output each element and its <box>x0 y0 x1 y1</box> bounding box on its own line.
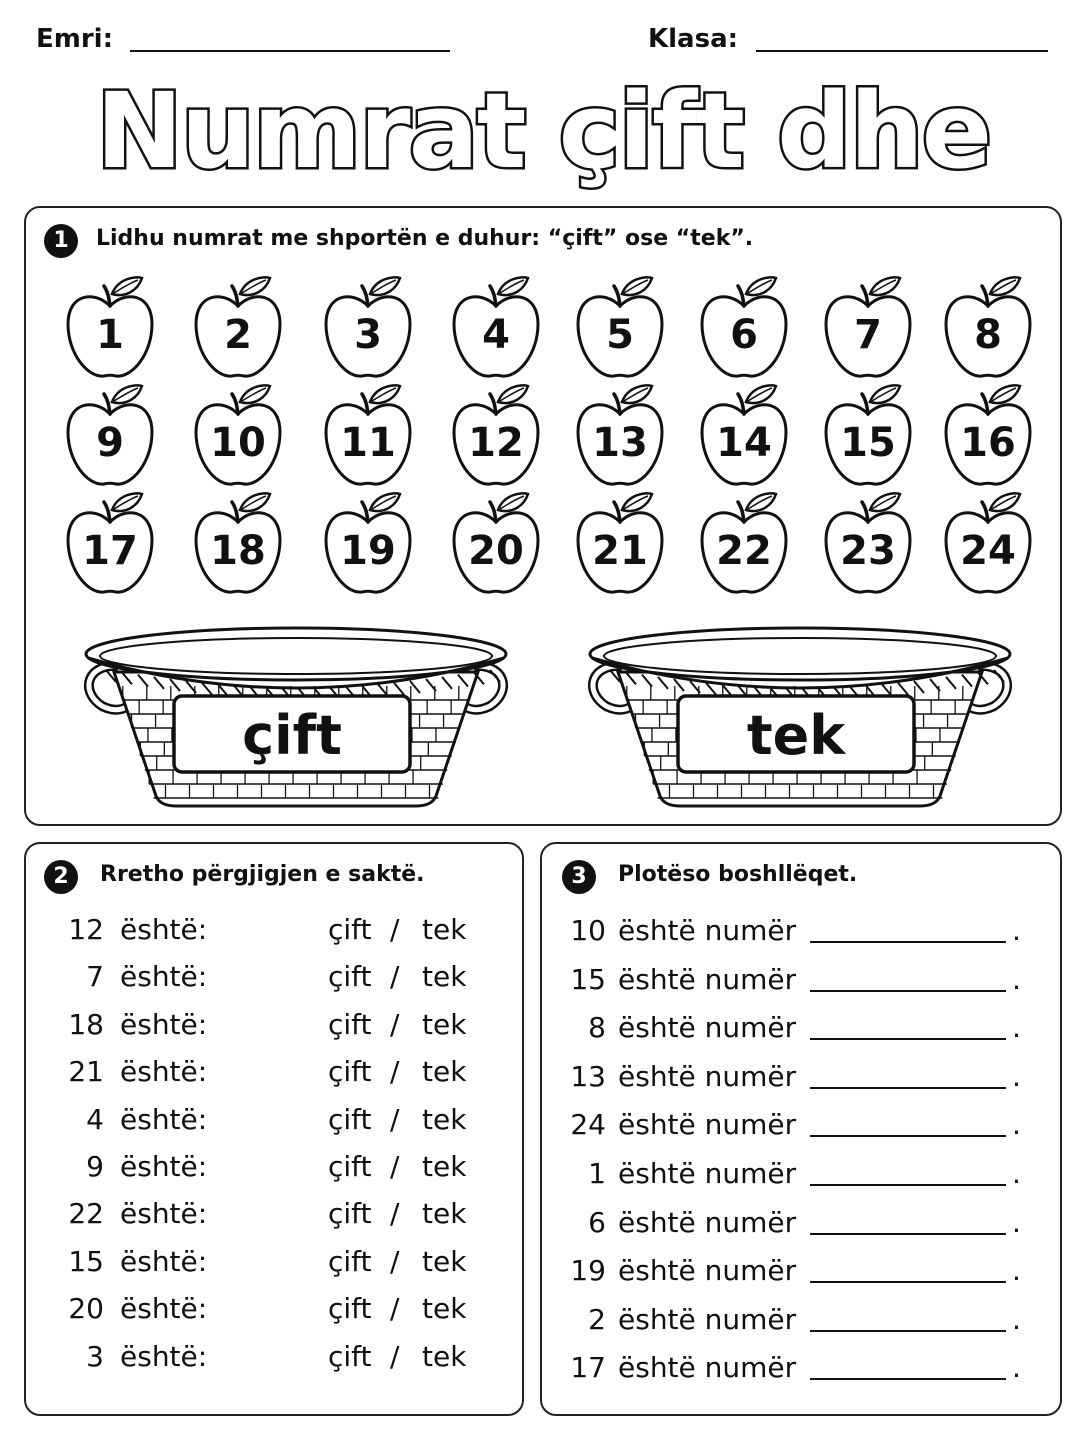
option-even[interactable]: çift <box>328 1197 372 1231</box>
apple-number: 21 <box>592 528 648 574</box>
row-verb: është: <box>120 913 208 946</box>
answer-blank[interactable] <box>810 941 1006 943</box>
row-period: . <box>1012 1059 1021 1093</box>
apple-number: 17 <box>82 528 138 574</box>
option-even[interactable]: çift <box>328 1292 372 1326</box>
row-period: . <box>1012 1108 1021 1142</box>
apple-number: 23 <box>840 528 896 574</box>
section-2-badge: 2 <box>44 860 78 894</box>
option-even[interactable]: çift <box>328 960 372 994</box>
apple-10[interactable] <box>192 380 284 490</box>
row-number: 13 <box>570 1059 606 1093</box>
apple-2[interactable] <box>192 272 284 382</box>
row-period: . <box>1012 1157 1021 1190</box>
row-number: 4 <box>86 1102 104 1136</box>
option-odd[interactable]: tek <box>422 1150 467 1183</box>
answer-blank[interactable] <box>810 1087 1006 1089</box>
apple-number: 11 <box>340 420 396 466</box>
apple-number: 15 <box>840 420 896 466</box>
apple-8[interactable] <box>942 272 1034 382</box>
class-label: Klasa: <box>648 24 739 54</box>
apple-number: 22 <box>716 528 772 574</box>
option-separator: / <box>390 913 400 946</box>
option-separator: / <box>390 960 400 994</box>
option-even[interactable]: çift <box>328 1102 372 1136</box>
option-odd[interactable]: tek <box>422 1292 467 1326</box>
row-verb: është: <box>120 1102 208 1136</box>
apple-number: 20 <box>468 528 524 574</box>
row-phrase: është numër <box>618 1302 797 1336</box>
row-phrase: është numër <box>618 1011 797 1045</box>
apple-21[interactable] <box>574 488 666 598</box>
row-period: . <box>1012 914 1021 947</box>
apple-number: 19 <box>340 528 396 574</box>
apple-number: 6 <box>730 312 758 358</box>
option-odd[interactable]: tek <box>422 913 467 946</box>
apple-19[interactable] <box>322 488 414 598</box>
apple-number: 14 <box>716 420 772 466</box>
answer-blank[interactable] <box>810 1281 1006 1283</box>
option-even[interactable]: çift <box>328 1055 372 1089</box>
row-phrase: është numër <box>618 1059 797 1093</box>
apple-24[interactable] <box>942 488 1034 598</box>
row-phrase: është numër <box>618 1254 797 1288</box>
row-number: 21 <box>68 1055 104 1089</box>
apple-7[interactable] <box>822 272 914 382</box>
apple-3[interactable] <box>322 272 414 382</box>
section-1-badge: 1 <box>44 224 78 258</box>
row-number: 9 <box>86 1150 104 1183</box>
row-verb: është: <box>120 1292 208 1326</box>
apple-number: 2 <box>224 312 252 358</box>
answer-blank[interactable] <box>810 1135 1006 1137</box>
option-separator: / <box>390 1244 400 1278</box>
section-1-instruction: Lidhu numrat me shportën e duhur: “çift” ose “tek”. <box>96 226 754 251</box>
row-period: . <box>1012 1351 1021 1385</box>
apple-number: 24 <box>960 528 1016 574</box>
row-number: 7 <box>86 960 104 994</box>
row-number: 17 <box>570 1351 606 1385</box>
row-verb: është: <box>120 1150 208 1183</box>
row-phrase: është numër <box>618 1108 797 1142</box>
option-even[interactable]: çift <box>328 1244 372 1278</box>
row-period: . <box>1012 1011 1021 1045</box>
apple-number: 4 <box>482 312 510 358</box>
basket-odd[interactable] <box>570 614 1030 814</box>
basket-label: tek <box>746 704 846 767</box>
answer-blank[interactable] <box>810 1330 1006 1332</box>
row-period: . <box>1012 1302 1021 1336</box>
answer-blank[interactable] <box>810 1233 1006 1235</box>
row-verb: është: <box>120 1197 208 1231</box>
option-odd[interactable]: tek <box>422 1055 467 1089</box>
option-odd[interactable]: tek <box>422 1007 467 1041</box>
name-field[interactable] <box>130 50 450 52</box>
apple-number: 8 <box>974 312 1002 358</box>
apple-15[interactable] <box>822 380 914 490</box>
row-number: 24 <box>570 1108 606 1142</box>
row-number: 18 <box>68 1007 104 1041</box>
option-separator: / <box>390 1055 400 1089</box>
row-number: 20 <box>68 1292 104 1326</box>
answer-blank[interactable] <box>810 1038 1006 1040</box>
answer-blank[interactable] <box>810 990 1006 992</box>
answer-blank[interactable] <box>810 1184 1006 1186</box>
option-odd[interactable]: tek <box>422 960 467 994</box>
apple-1[interactable] <box>64 272 156 382</box>
row-number: 15 <box>570 962 606 996</box>
basket-label: çift <box>242 704 342 767</box>
row-number: 6 <box>588 1205 606 1239</box>
apple-number: 1 <box>96 312 124 358</box>
option-separator: / <box>390 1292 400 1326</box>
apple-5[interactable] <box>574 272 666 382</box>
row-period: . <box>1012 1205 1021 1239</box>
row-number: 12 <box>68 913 104 946</box>
basket-even[interactable] <box>66 614 526 814</box>
row-phrase: është numër <box>618 914 797 947</box>
row-phrase: është numër <box>618 1157 797 1190</box>
row-number: 2 <box>588 1302 606 1336</box>
name-label: Emri: <box>36 24 113 54</box>
row-phrase: është numër <box>618 962 797 996</box>
row-number: 19 <box>570 1254 606 1288</box>
option-separator: / <box>390 1150 400 1183</box>
apple-4[interactable] <box>450 272 542 382</box>
row-phrase: është numër <box>618 1351 797 1385</box>
section-3-instruction: Plotëso boshllëqet. <box>618 862 858 887</box>
apple-11[interactable] <box>322 380 414 490</box>
row-verb: është: <box>120 960 208 994</box>
apple-23[interactable] <box>822 488 914 598</box>
apple-14[interactable] <box>698 380 790 490</box>
apple-18[interactable] <box>192 488 284 598</box>
row-number: 22 <box>68 1197 104 1231</box>
option-even[interactable]: çift <box>328 1007 372 1041</box>
option-separator: / <box>390 1339 400 1373</box>
row-number: 8 <box>588 1011 606 1045</box>
apple-number: 9 <box>96 420 124 466</box>
option-separator: / <box>390 1007 400 1041</box>
option-separator: / <box>390 1197 400 1231</box>
apple-number: 5 <box>606 312 634 358</box>
apple-13[interactable] <box>574 380 666 490</box>
option-even[interactable]: çift <box>328 913 372 946</box>
row-verb: është: <box>120 1055 208 1089</box>
row-phrase: është numër <box>618 1205 797 1239</box>
option-odd[interactable]: tek <box>422 1197 467 1231</box>
row-number: 1 <box>588 1157 606 1190</box>
row-verb: është: <box>120 1339 208 1373</box>
row-period: . <box>1012 962 1021 996</box>
option-even[interactable]: çift <box>328 1339 372 1373</box>
option-even[interactable]: çift <box>328 1150 372 1183</box>
option-odd[interactable]: tek <box>422 1244 467 1278</box>
apple-20[interactable] <box>450 488 542 598</box>
apple-12[interactable] <box>450 380 542 490</box>
apple-22[interactable] <box>698 488 790 598</box>
row-verb: është: <box>120 1244 208 1278</box>
apple-number: 7 <box>854 312 882 358</box>
page-title: Numrat çift dhe <box>95 70 991 192</box>
option-separator: / <box>390 1102 400 1136</box>
row-number: 3 <box>86 1339 104 1373</box>
option-odd[interactable]: tek <box>422 1102 467 1136</box>
apple-6[interactable] <box>698 272 790 382</box>
section-3-badge: 3 <box>562 860 596 894</box>
answer-blank[interactable] <box>810 1378 1006 1380</box>
apple-number: 3 <box>354 312 382 358</box>
class-field[interactable] <box>756 50 1048 52</box>
apple-number: 16 <box>960 420 1016 466</box>
apple-number: 18 <box>210 528 266 574</box>
row-verb: është: <box>120 1007 208 1041</box>
option-odd[interactable]: tek <box>422 1339 467 1373</box>
row-period: . <box>1012 1254 1021 1288</box>
apple-16[interactable] <box>942 380 1034 490</box>
apple-number: 12 <box>468 420 524 466</box>
section-2-instruction: Rretho përgjigjen e saktë. <box>100 862 425 887</box>
apple-number: 10 <box>210 420 266 466</box>
apple-9[interactable] <box>64 380 156 490</box>
row-number: 15 <box>68 1244 104 1278</box>
row-number: 10 <box>570 914 606 947</box>
apple-number: 13 <box>592 420 648 466</box>
apple-17[interactable] <box>64 488 156 598</box>
